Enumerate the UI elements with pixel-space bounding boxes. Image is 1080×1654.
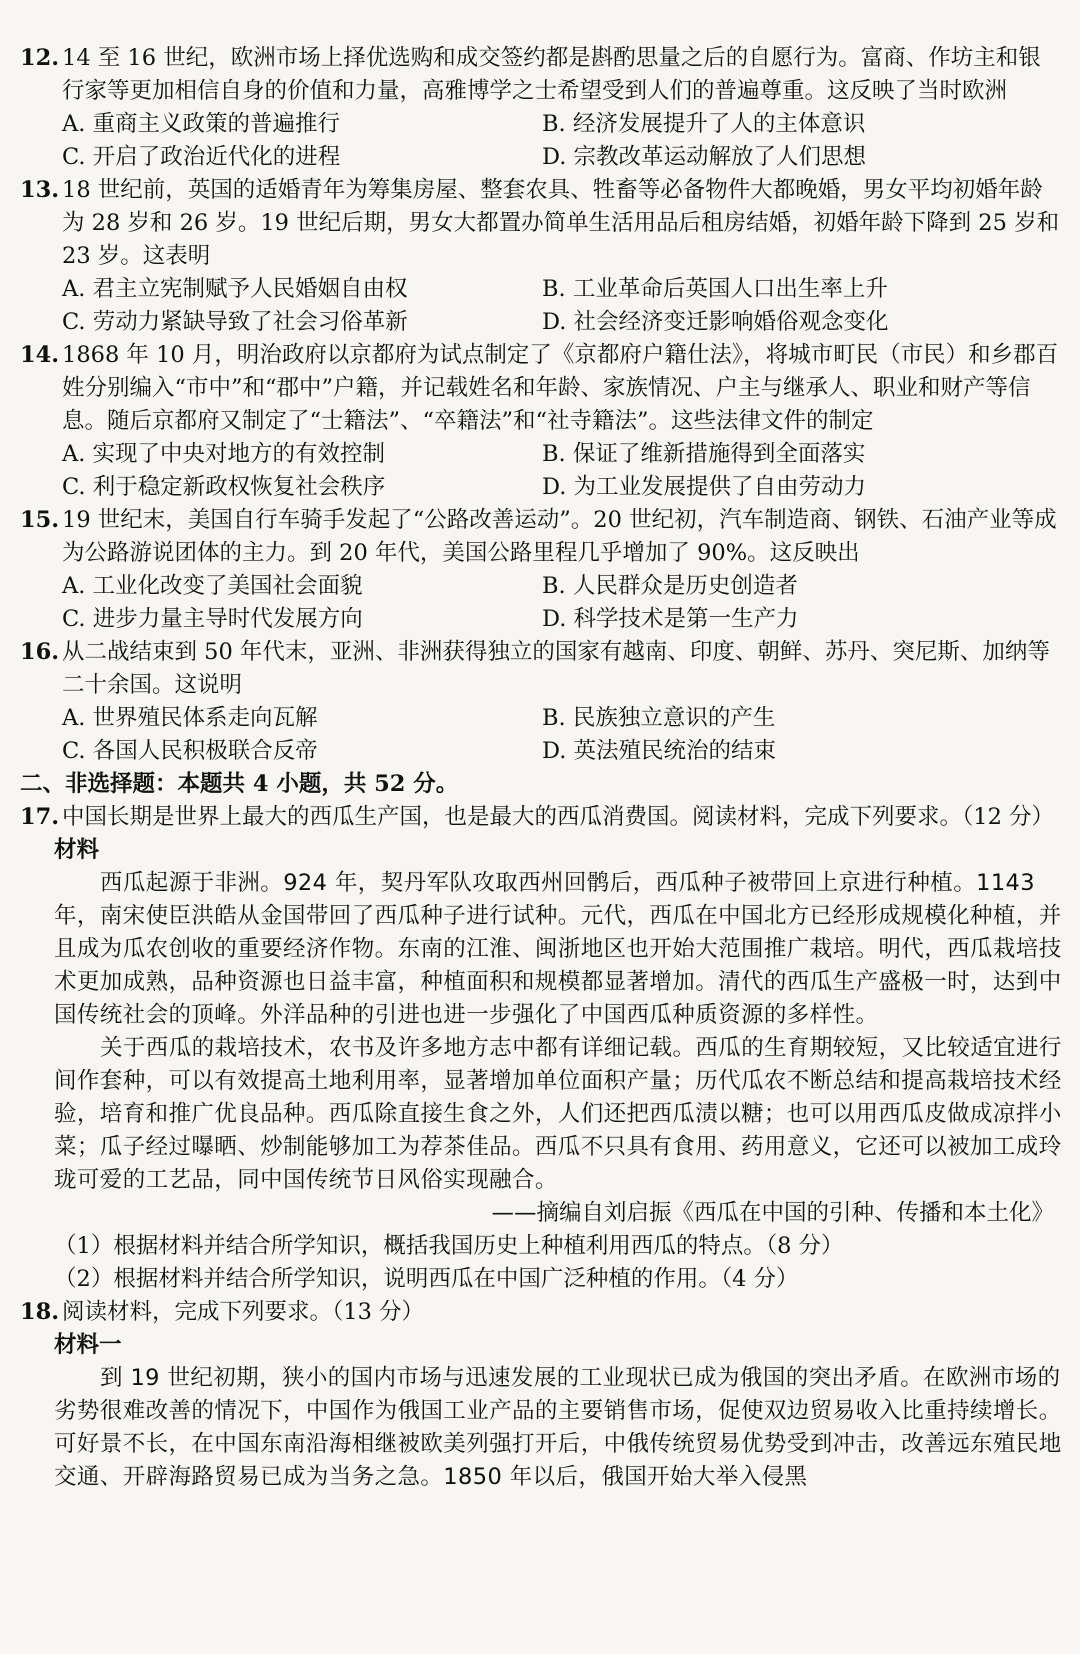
options bbox=[20, 108, 1062, 174]
question-17 bbox=[20, 801, 1062, 1296]
sub-question-2: （2）根据材料并结合所学知识，说明西瓜在中国广泛种植的作用。（4 分） bbox=[54, 1266, 799, 1292]
option-c[interactable]: C. 劳动力紧缺导致了社会习俗革新 bbox=[62, 309, 408, 335]
option-a[interactable]: A. 实现了中央对地方的有效控制 bbox=[62, 441, 386, 467]
question-16 bbox=[20, 636, 1062, 768]
option-c[interactable]: C. 各国人民积极联合反帝 bbox=[62, 738, 318, 764]
question-stem: 14 至 16 世纪，欧洲市场上择优选购和成交签约都是斟酌思量之后的自愿行为。富商、作坊主和银行家等更加相信自身的价值和力量，高雅博学之士希望受到人们的普遍尊重。这反映了当时欧洲 bbox=[62, 45, 1041, 104]
material-label: 材料一 bbox=[54, 1332, 122, 1358]
option-d[interactable]: D. 社会经济变迁影响婚俗观念变化 bbox=[542, 309, 889, 335]
sub-question-1: （1）根据材料并结合所学知识，概括我国历史上种植利用西瓜的特点。（8 分） bbox=[54, 1233, 844, 1259]
option-c[interactable]: C. 开启了政治近代化的进程 bbox=[62, 144, 341, 170]
option-b[interactable]: B. 民族独立意识的产生 bbox=[542, 705, 776, 731]
option-b[interactable]: B. 人民群众是历史创造者 bbox=[542, 573, 798, 599]
option-c[interactable]: C. 进步力量主导时代发展方向 bbox=[62, 606, 363, 632]
section-title: 二、非选择题：本题共 4 小题，共 52 分。 bbox=[20, 771, 459, 797]
question-number: 16. bbox=[20, 639, 60, 665]
material-paragraph: 西瓜起源于非洲。924 年，契丹军队攻取西州回鹘后，西瓜种子被带回上京进行种植。1143 年，南宋使臣洪皓从金国带回了西瓜种子进行试种。元代，西瓜在中国北方已经形成规模化种植，并且成为瓜农创收的重要经济作物。东南的江淮、闽浙地区也开始大范围推广栽培。明代，西瓜栽培技术更加成熟，品种资源也日益丰富，种植面积和规模都显著增加。清代的西瓜生产盛极一时，达到中国传统社会的顶峰。外洋品种的引进也进一步强化了中国西瓜种质资源的多样性。 bbox=[54, 870, 1062, 1028]
material-paragraph: 到 19 世纪初期，狭小的国内市场与迅速发展的工业现状已成为俄国的突出矛盾。在欧洲市场的劣势很难改善的情况下，中国作为俄国工业产品的主要销售市场，促使双边贸易收入比重持续增长。可好景不长，在中国东南沿海相继被欧美列强打开后，中俄传统贸易优势受到冲击，改善远东殖民地交通、开辟海路贸易已成为当务之急。1850 年以后，俄国开始大举入侵黑 bbox=[54, 1365, 1062, 1490]
option-d[interactable]: D. 为工业发展提供了自由劳动力 bbox=[542, 474, 867, 500]
option-a[interactable]: A. 君主立宪制赋予人民婚姻自由权 bbox=[62, 276, 408, 302]
question-stem: 阅读材料，完成下列要求。（13 分） bbox=[62, 1299, 425, 1325]
option-d[interactable]: D. 科学技术是第一生产力 bbox=[542, 606, 799, 632]
question-stem: 中国长期是世界上最大的西瓜生产国，也是最大的西瓜消费国。阅读材料，完成下列要求。（12 分） bbox=[62, 804, 1055, 830]
question-number: 13. bbox=[20, 177, 60, 203]
material-body bbox=[20, 867, 1062, 1197]
option-b[interactable]: B. 经济发展提升了人的主体意识 bbox=[542, 111, 866, 137]
option-d[interactable]: D. 宗教改革运动解放了人们思想 bbox=[542, 144, 867, 170]
option-b[interactable]: B. 工业革命后英国人口出生率上升 bbox=[542, 276, 888, 302]
question-stem: 从二战结束到 50 年代末，亚洲、非洲获得独立的国家有越南、印度、朝鲜、苏丹、突尼斯、加纳等二十余国。这说明 bbox=[62, 639, 1050, 698]
question-number: 15. bbox=[20, 507, 60, 533]
option-a[interactable]: A. 世界殖民体系走向瓦解 bbox=[62, 705, 318, 731]
question-number: 17. bbox=[20, 804, 60, 830]
material-body bbox=[20, 1362, 1062, 1494]
option-a[interactable]: A. 工业化改变了美国社会面貌 bbox=[62, 573, 363, 599]
question-14 bbox=[20, 339, 1062, 504]
question-stem: 19 世纪末，美国自行车骑手发起了“公路改善运动”。20 世纪初，汽车制造商、钢铁、石油产业等成为公路游说团体的主力。到 20 年代，美国公路里程几乎增加了 90%。这反映出 bbox=[62, 507, 1057, 566]
material-paragraph: 关于西瓜的栽培技术，农书及许多地方志中都有详细记载。西瓜的生育期较短，又比较适宜进行间作套种，可以有效提高土地利用率，显著增加单位面积产量；历代瓜农不断总结和提高栽培技术经验，培育和推广优良品种。西瓜除直接生食之外，人们还把西瓜渍以糖；也可以用西瓜皮做成凉拌小菜；瓜子经过曝晒、炒制能够加工为荐茶佳品。西瓜不只具有食用、药用意义，它还可以被加工成玲珑可爱的工艺品，同中国传统节日风俗实现融合。 bbox=[54, 1035, 1062, 1193]
question-number: 18. bbox=[20, 1299, 60, 1325]
material-source: ——摘编自刘启振《西瓜在中国的引种、传播和本土化》 bbox=[491, 1200, 1054, 1226]
question-stem: 18 世纪前，英国的适婚青年为筹集房屋、整套农具、牲畜等必备物件大都晚婚，男女平均初婚年龄为 28 岁和 26 岁。19 世纪后期，男女大都置办简单生活用品后租房结婚，初婚年龄下降到 25 岁和 23 岁。这表明 bbox=[62, 177, 1060, 269]
question-18 bbox=[20, 1296, 1062, 1494]
options bbox=[20, 702, 1062, 768]
question-number: 14. bbox=[20, 342, 60, 368]
question-15 bbox=[20, 504, 1062, 636]
option-c[interactable]: C. 利于稳定新政权恢复社会秩序 bbox=[62, 474, 386, 500]
question-number: 12. bbox=[20, 45, 60, 71]
question-stem: 1868 年 10 月，明治政府以京都府为试点制定了《京都府户籍仕法》，将城市町民（市民）和乡郡百姓分别编入“市中”和“郡中”户籍，并记载姓名和年龄、家族情况、户主与继承人、职业和财产等信息。随后京都府又制定了“士籍法”、“卒籍法”和“社寺籍法”。这些法律文件的制定 bbox=[62, 342, 1059, 434]
question-13 bbox=[20, 174, 1062, 339]
question-12 bbox=[20, 42, 1062, 174]
option-b[interactable]: B. 保证了维新措施得到全面落实 bbox=[542, 441, 866, 467]
material-label: 材料 bbox=[54, 837, 100, 863]
options bbox=[20, 570, 1062, 636]
options bbox=[20, 273, 1062, 339]
option-a[interactable]: A. 重商主义政策的普遍推行 bbox=[62, 111, 341, 137]
options bbox=[20, 438, 1062, 504]
option-d[interactable]: D. 英法殖民统治的结束 bbox=[542, 738, 777, 764]
